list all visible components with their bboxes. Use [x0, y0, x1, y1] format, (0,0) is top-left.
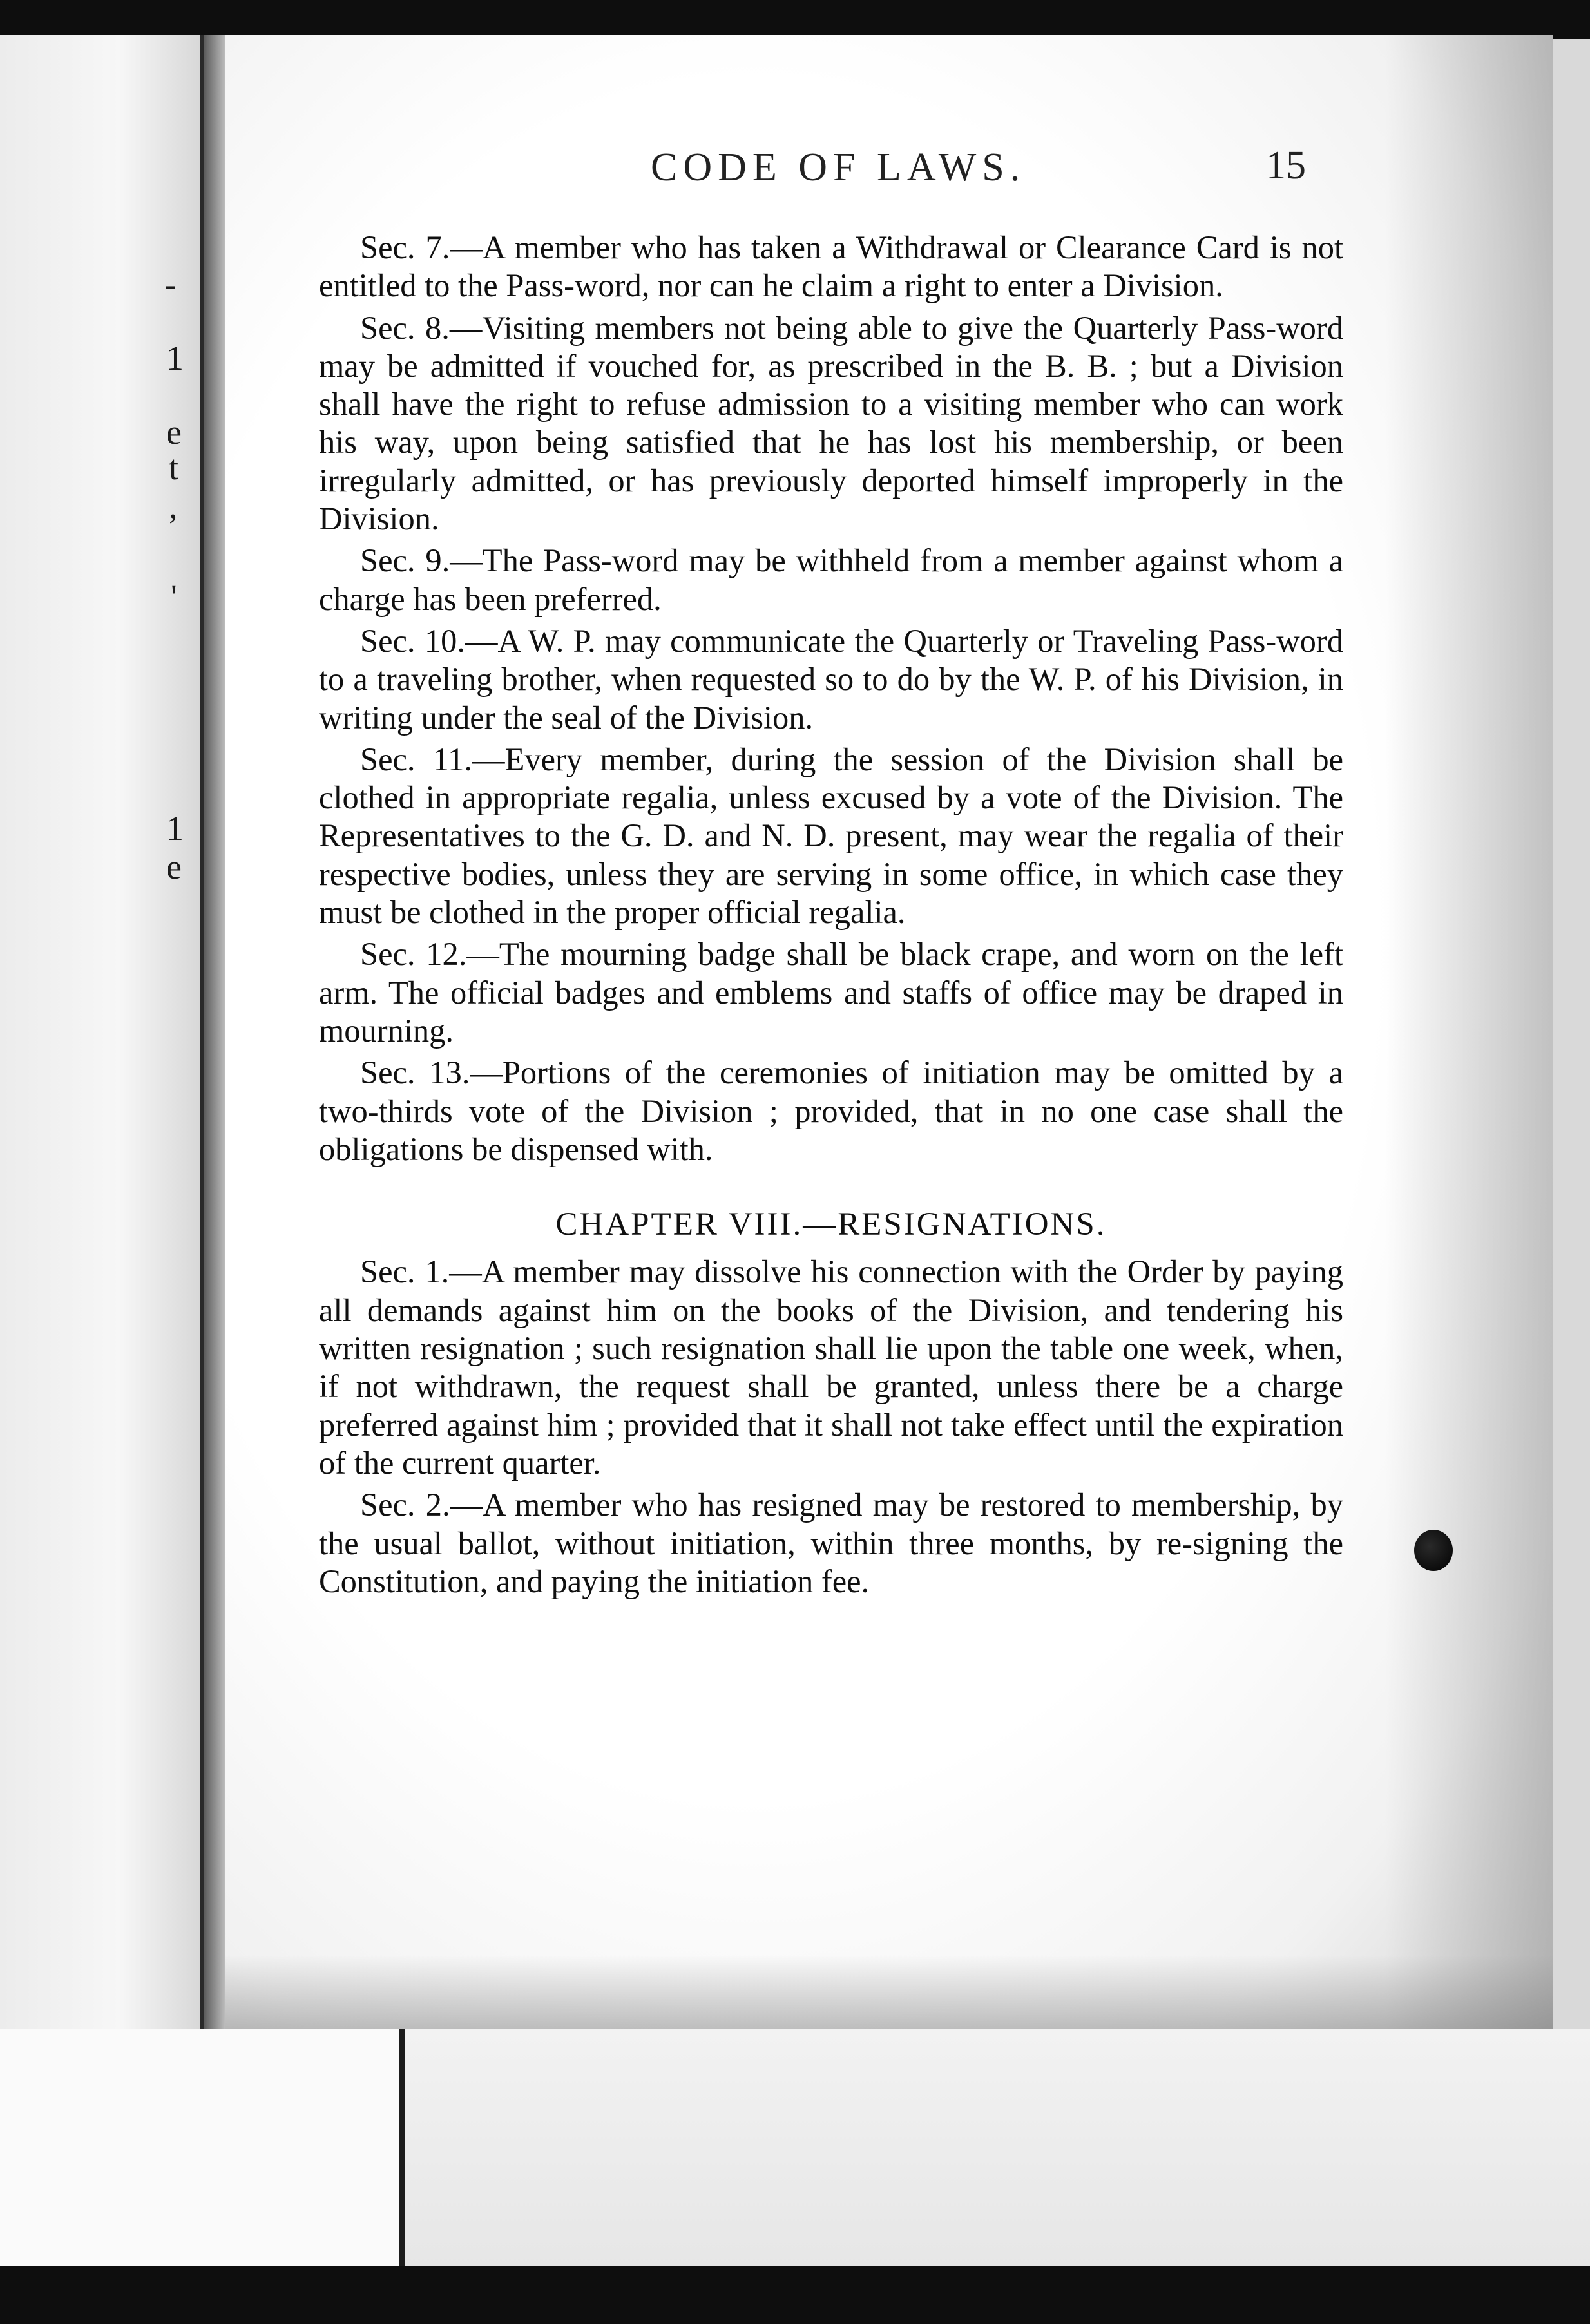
left-page-fragment: e: [166, 848, 182, 886]
left-page-fragment: -: [164, 265, 176, 303]
left-page-fragment: t: [169, 448, 179, 487]
section-paragraph: Sec. 2.—A member who has resigned may be restored to membership, by the usual ballot, without initiation, within three months, by re-signing the Constitution, and paying the initiation fee.: [319, 1487, 1343, 1599]
lower-left-page-edge: [0, 2029, 405, 2274]
page-number: 15: [1266, 144, 1306, 187]
page-body: [319, 229, 1343, 1601]
left-page-fragment: e: [166, 413, 182, 452]
lower-page-margin: [0, 2029, 1590, 2274]
left-page-fragment: ,: [169, 487, 178, 526]
scan-bottom-border: [0, 2266, 1590, 2324]
section-paragraph: Sec. 13.—Portions of the ceremonies of initiation may be omitted by a two-thirds vote of the Division ; provided, that in no one case shall the obligations be dispensed with.: [319, 1054, 1343, 1167]
section-paragraph: Sec. 10.—A W. P. may communicate the Quarterly or Traveling Pass-word to a traveling brother, when requested so to do by the W. P. of his Division, in writing under the seal of the Division.: [319, 622, 1343, 736]
left-page-fragment: ': [171, 577, 177, 616]
section-paragraph: Sec. 12.—The mourning badge shall be black crape, and worn on the left arm. The official badges and emblems and staffs of office may be draped in mourning.: [319, 936, 1343, 1049]
chapter-heading: CHAPTER VIII.—RESIGNATIONS.: [555, 1206, 1107, 1243]
ink-blot: [1414, 1530, 1453, 1571]
section-paragraph: Sec. 8.—Visiting members not being able to give the Quarterly Pass-word may be admitted if vouched for, as prescribed in the B. B. ; but a Division shall have the right to refuse admission to a visiting member who can work his way, upon being satisfied that he has lost his membership, or been irregularly admitted, or has previously deported himself improperly in the Division.: [319, 309, 1343, 537]
left-page-fragment: 1: [166, 339, 184, 377]
left-page-fragment: 1: [166, 809, 184, 848]
section-paragraph: Sec. 9.—The Pass-word may be withheld from a member against whom a charge has been preferred.: [319, 542, 1343, 617]
section-paragraph: Sec. 1.—A member may dissolve his connection with the Order by paying all demands against him on the books of the Division, and tendering his written resignation ; such resignation shall lie upon the table one week, when, if not withdrawn, the request shall be granted, unless there be a charge preferred against him ; provided that it shall not take effect until the expiration of the current quarter.: [319, 1253, 1343, 1481]
section-paragraph: Sec. 11.—Every member, during the session of the Division shall be clothed in appropriate regalia, unless excused by a vote of the Division. The Representatives to the G. D. and N. D. present, may wear the regalia of their respective bodies, unless they are serving in some office, in which case they must be clothed in the proper official regalia.: [319, 741, 1343, 931]
section-paragraph: Sec. 7.—A member who has taken a Withdrawal or Clearance Card is not entitled to the Pass-word, nor can he claim a right to enter a Division.: [319, 229, 1343, 304]
running-head: CODE OF LAWS.: [651, 146, 1026, 189]
left-page-edge: [0, 35, 204, 2161]
scan-top-border: [0, 0, 1590, 39]
page-edge-shading: [1385, 35, 1553, 2045]
